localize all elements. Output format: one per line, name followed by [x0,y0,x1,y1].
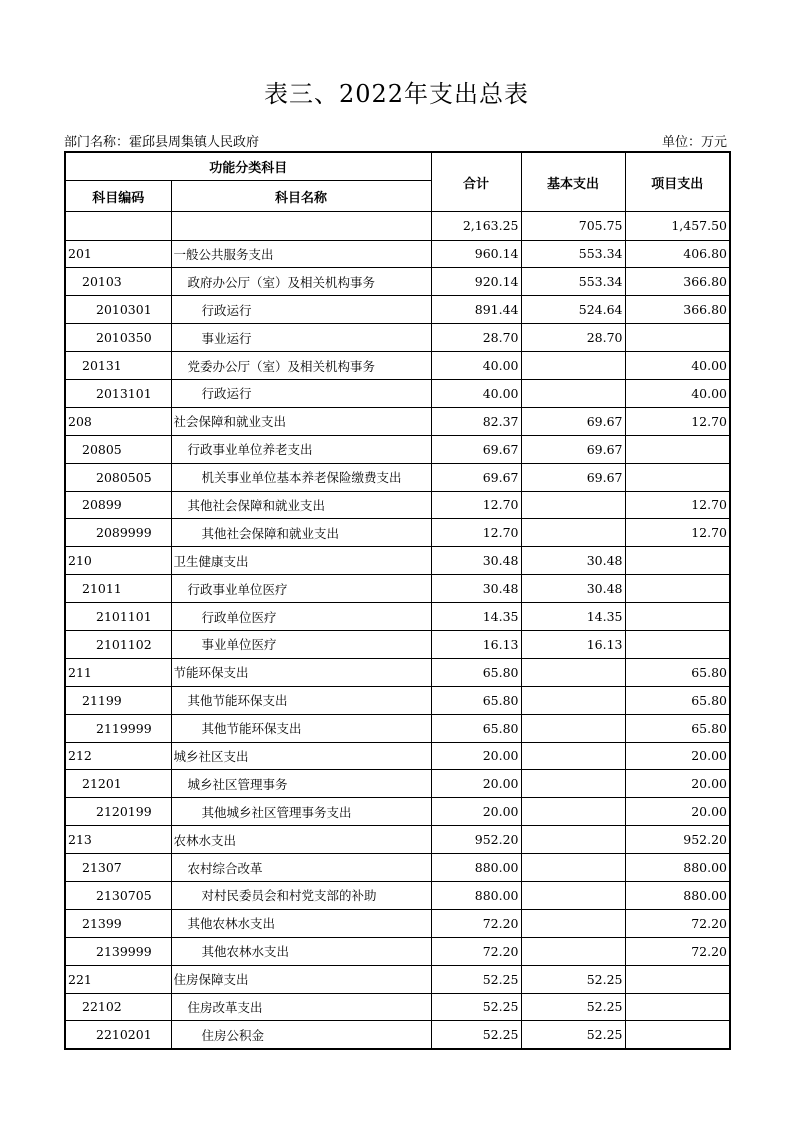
table-row [65,1021,730,1049]
row-total: 30.48 [431,575,521,603]
row-code: 213 [65,826,171,854]
total-basic: 705.75 [521,212,625,241]
table-row [65,630,730,658]
row-basic [521,826,625,854]
row-total: 82.37 [431,407,521,435]
row-project: 20.00 [625,742,730,770]
row-code: 212 [65,742,171,770]
row-basic [521,352,625,380]
row-basic [521,519,625,547]
table-row [65,909,730,937]
row-project [625,324,730,352]
row-project: 40.00 [625,352,730,380]
row-project: 20.00 [625,798,730,826]
row-basic [521,686,625,714]
row-basic [521,714,625,742]
row-total: 16.13 [431,630,521,658]
row-total: 40.00 [431,352,521,380]
row-project: 12.70 [625,491,730,519]
table-row [65,993,730,1021]
row-project [625,630,730,658]
row-total: 65.80 [431,686,521,714]
row-name: 城乡社区支出 [171,742,431,770]
row-name: 政府办公厅（室）及相关机构事务 [171,268,431,296]
row-basic [521,881,625,909]
row-name: 行政单位医疗 [171,603,431,631]
row-project: 952.20 [625,826,730,854]
table-row [65,742,730,770]
table-row [65,770,730,798]
row-code: 20805 [65,435,171,463]
row-project: 72.20 [625,937,730,965]
unit-label: 单位：万元 [661,135,727,150]
row-code: 2101101 [65,603,171,631]
table-row [65,575,730,603]
row-project [625,1021,730,1049]
row-basic [521,770,625,798]
row-basic: 69.67 [521,435,625,463]
row-code: 21201 [65,770,171,798]
department-label: 部门名称：霍邱县周集镇人民政府 [64,135,260,150]
row-total: 880.00 [431,881,521,909]
row-project [625,435,730,463]
total-row [65,212,730,241]
row-total: 65.80 [431,714,521,742]
row-code: 2013101 [65,379,171,407]
row-code: 211 [65,658,171,686]
row-name: 其他社会保障和就业支出 [171,491,431,519]
row-total: 20.00 [431,798,521,826]
table-body [65,212,730,1049]
table-row [65,324,730,352]
table-row [65,240,730,268]
row-code: 2010301 [65,296,171,324]
row-name: 其他农林水支出 [171,909,431,937]
row-basic: 30.48 [521,575,625,603]
row-basic [521,909,625,937]
row-name: 农林水支出 [171,826,431,854]
row-name: 其他社会保障和就业支出 [171,519,431,547]
row-code: 221 [65,965,171,993]
row-project [625,993,730,1021]
table-row [65,491,730,519]
row-name: 党委办公厅（室）及相关机构事务 [171,352,431,380]
row-project [625,463,730,491]
row-project: 65.80 [625,686,730,714]
header-total: 合计 [431,152,521,212]
row-code: 21399 [65,909,171,937]
row-basic: 52.25 [521,965,625,993]
row-project [625,965,730,993]
row-name: 住房改革支出 [171,993,431,1021]
total-code-cell [65,212,171,241]
row-code: 20103 [65,268,171,296]
row-total: 12.70 [431,519,521,547]
page-title: 表三、2022年支出总表 [263,80,530,108]
row-code: 2120199 [65,798,171,826]
row-code: 20131 [65,352,171,380]
row-name: 社会保障和就业支出 [171,407,431,435]
table-row [65,379,730,407]
row-project: 880.00 [625,881,730,909]
row-name: 其他节能环保支出 [171,714,431,742]
row-code: 2101102 [65,630,171,658]
table-row [65,854,730,882]
row-name: 农村综合改革 [171,854,431,882]
row-code: 201 [65,240,171,268]
row-code: 210 [65,547,171,575]
row-name: 其他农林水支出 [171,937,431,965]
row-project: 40.00 [625,379,730,407]
row-basic: 52.25 [521,1021,625,1049]
row-total: 891.44 [431,296,521,324]
row-total: 920.14 [431,268,521,296]
table-row [65,268,730,296]
row-code: 2139999 [65,937,171,965]
table-row [65,547,730,575]
row-name: 行政运行 [171,296,431,324]
row-basic: 52.25 [521,993,625,1021]
row-total: 65.80 [431,658,521,686]
row-total: 28.70 [431,324,521,352]
table-row [65,686,730,714]
row-name: 事业运行 [171,324,431,352]
row-total: 20.00 [431,770,521,798]
header-basic: 基本支出 [521,152,625,212]
table-row [65,714,730,742]
row-project: 65.80 [625,714,730,742]
table-row [65,965,730,993]
table-row [65,352,730,380]
table-row [65,798,730,826]
row-name: 住房公积金 [171,1021,431,1049]
row-total: 14.35 [431,603,521,631]
table-row [65,519,730,547]
row-basic: 524.64 [521,296,625,324]
row-code: 21011 [65,575,171,603]
row-name: 住房保障支出 [171,965,431,993]
row-name: 事业单位医疗 [171,630,431,658]
total-project: 1,457.50 [625,212,730,241]
row-code: 2089999 [65,519,171,547]
row-code: 2119999 [65,714,171,742]
row-basic: 28.70 [521,324,625,352]
table-row [65,826,730,854]
row-name: 其他城乡社区管理事务支出 [171,798,431,826]
row-name: 城乡社区管理事务 [171,770,431,798]
row-total: 952.20 [431,826,521,854]
row-total: 69.67 [431,435,521,463]
total-amount: 2,163.25 [431,212,521,241]
row-total: 52.25 [431,1021,521,1049]
row-name: 行政事业单位养老支出 [171,435,431,463]
table-row [65,881,730,909]
table-row [65,463,730,491]
row-project: 12.70 [625,519,730,547]
row-total: 12.70 [431,491,521,519]
row-basic: 16.13 [521,630,625,658]
expenditure-table [64,151,731,1050]
row-basic [521,742,625,770]
row-project: 406.80 [625,240,730,268]
row-project: 366.80 [625,268,730,296]
row-project: 366.80 [625,296,730,324]
table-row [65,407,730,435]
row-code: 2130705 [65,881,171,909]
row-name: 节能环保支出 [171,658,431,686]
row-basic: 14.35 [521,603,625,631]
row-name: 行政事业单位医疗 [171,575,431,603]
row-basic [521,798,625,826]
row-basic: 69.67 [521,407,625,435]
row-project: 72.20 [625,909,730,937]
row-total: 30.48 [431,547,521,575]
row-basic [521,658,625,686]
row-total: 880.00 [431,854,521,882]
row-project [625,547,730,575]
table-row [65,435,730,463]
row-total: 40.00 [431,379,521,407]
table-row [65,603,730,631]
row-name: 其他节能环保支出 [171,686,431,714]
table-row [65,937,730,965]
row-basic [521,379,625,407]
row-name: 对村民委员会和村党支部的补助 [171,881,431,909]
row-code: 21199 [65,686,171,714]
row-basic [521,854,625,882]
row-project [625,575,730,603]
row-total: 52.25 [431,993,521,1021]
header-project: 项目支出 [625,152,730,212]
row-basic: 553.34 [521,240,625,268]
table-row [65,658,730,686]
table-header [65,152,730,212]
row-total: 52.25 [431,965,521,993]
row-project: 20.00 [625,770,730,798]
total-name-cell [171,212,431,241]
row-basic [521,937,625,965]
row-code: 22102 [65,993,171,1021]
row-name: 卫生健康支出 [171,547,431,575]
row-total: 20.00 [431,742,521,770]
row-project [625,603,730,631]
row-basic [521,491,625,519]
row-name: 行政运行 [171,379,431,407]
row-basic: 30.48 [521,547,625,575]
row-basic: 69.67 [521,463,625,491]
header-group: 功能分类科目 [65,152,431,181]
row-total: 72.20 [431,937,521,965]
row-code: 2010350 [65,324,171,352]
header-code: 科目编码 [65,181,171,212]
row-code: 208 [65,407,171,435]
row-project: 880.00 [625,854,730,882]
header-name: 科目名称 [171,181,431,212]
row-total: 960.14 [431,240,521,268]
row-project: 65.80 [625,658,730,686]
row-total: 69.67 [431,463,521,491]
table-row [65,296,730,324]
row-total: 72.20 [431,909,521,937]
row-name: 一般公共服务支出 [171,240,431,268]
row-name: 机关事业单位基本养老保险缴费支出 [171,463,431,491]
row-code: 2080505 [65,463,171,491]
row-project: 12.70 [625,407,730,435]
row-basic: 553.34 [521,268,625,296]
row-code: 21307 [65,854,171,882]
row-code: 2210201 [65,1021,171,1049]
row-code: 20899 [65,491,171,519]
